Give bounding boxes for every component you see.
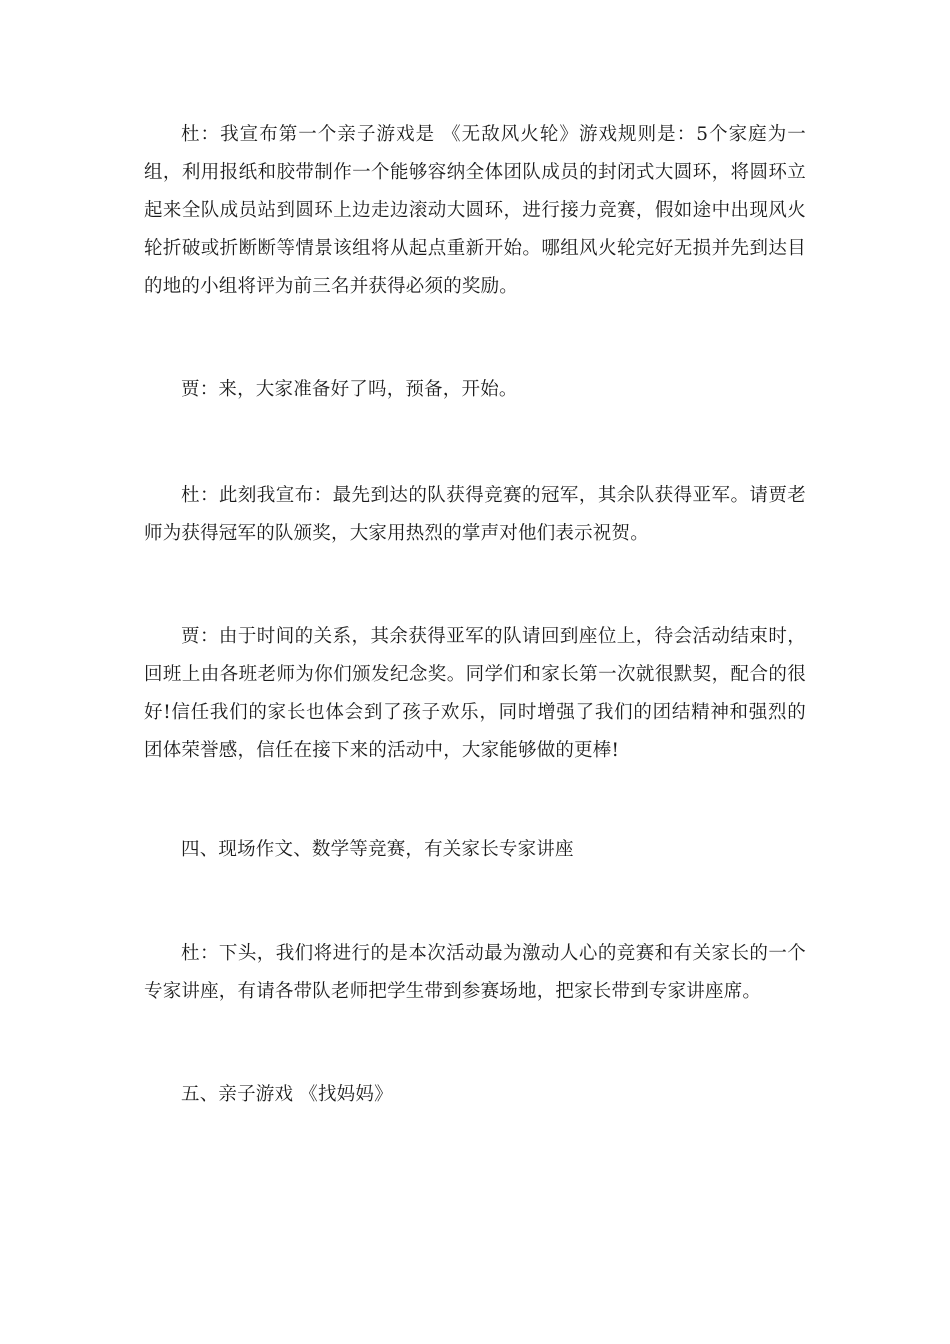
paragraph-game-rules: 杜：我宣布第一个亲子游戏是 《无敌风火轮》游戏规则是：5个家庭为一组，利用报纸和胶带制作一个能够容纳全体团队成员的封闭式大圆环，将圆环立起来全队成员站到圆环上边走边滚动大圆环，进行接力竞赛，假如途中出现风火轮折破或折断断等情景该组将从起点重新开始。哪组风火轮完好无损并先到达目的地的小组将评为前三名并获得必须的奖励。 — [144, 124, 806, 297]
section-heading-four: 四、现场作文、数学等竞赛，有关家长专家讲座 — [181, 839, 574, 860]
section-heading-five: 五、亲子游戏 《找妈妈》 — [181, 1084, 393, 1105]
paragraph-award: 杜：此刻我宣布：最先到达的队获得竞赛的冠军，其余队获得亚军。请贾老师为获得冠军的队颁奖，大家用热烈的掌声对他们表示祝贺。 — [144, 485, 806, 544]
paragraph-competition: 杜：下头，我们将进行的是本次活动最为激动人心的竞赛和有关家长的一个专家讲座，有请各带队老师把学生带到参赛场地，把家长带到专家讲座席。 — [144, 943, 806, 1002]
paragraph-start: 贾：来，大家准备好了吗，预备，开始。 — [181, 379, 518, 400]
paragraph-summary: 贾：由于时间的关系，其余获得亚军的队请回到座位上，待会活动结束时，回班上由各班老师为你们颁发纪念奖。同学们和家长第一次就很默契，配合的很好!信任我们的家长也体会到了孩子欢乐，同时增强了我们的团结精神和强烈的团体荣誉感，信任在接下来的活动中，大家能够做的更棒! — [144, 626, 806, 761]
